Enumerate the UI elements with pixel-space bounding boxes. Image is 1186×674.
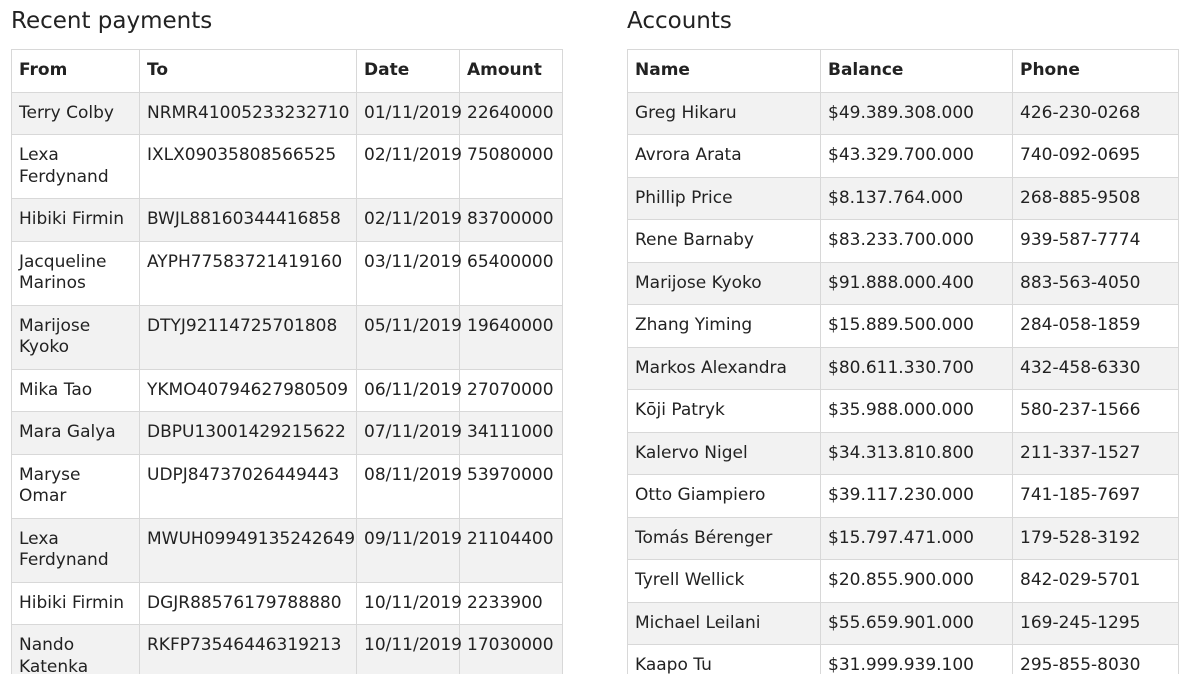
account-cell-name: Tomás Bérenger [628, 517, 821, 560]
table-row [628, 347, 1179, 390]
payment-cell-amount: 19640000 [460, 305, 563, 369]
account-cell-phone: 939-587-7774 [1013, 220, 1179, 263]
account-cell-name: Phillip Price [628, 177, 821, 220]
account-cell-name: Zhang Yiming [628, 305, 821, 348]
payment-cell-to: AYPH77583721419160 [140, 241, 357, 305]
table-row [628, 220, 1179, 263]
table-row [12, 625, 563, 674]
payment-cell-amount: 83700000 [460, 199, 563, 242]
accounts-title: Accounts [627, 8, 732, 34]
account-cell-phone: 268-885-9508 [1013, 177, 1179, 220]
payment-cell-from: Mika Tao [12, 369, 140, 412]
payment-cell-date: 06/11/2019 [357, 369, 460, 412]
payment-cell-date: 10/11/2019 [357, 582, 460, 625]
account-cell-name: Greg Hikaru [628, 92, 821, 135]
account-cell-phone: 295-855-8030 [1013, 645, 1179, 674]
accounts-body [628, 92, 1179, 674]
table-row [12, 199, 563, 242]
payment-cell-from: Marijose Kyoko [12, 305, 140, 369]
payment-cell-to: UDPJ84737026449443 [140, 454, 357, 518]
account-cell-name: Markos Alexandra [628, 347, 821, 390]
account-cell-balance: $80.611.330.700 [821, 347, 1013, 390]
recent-payments-title: Recent payments [11, 8, 213, 34]
table-row [12, 369, 563, 412]
payment-cell-from: Maryse Omar [12, 454, 140, 518]
payment-cell-amount: 65400000 [460, 241, 563, 305]
payment-cell-amount: 34111000 [460, 412, 563, 455]
payment-cell-amount: 17030000 [460, 625, 563, 674]
table-row [628, 390, 1179, 433]
payment-cell-from: Lexa Ferdynand [12, 518, 140, 582]
table-row [12, 305, 563, 369]
column-header-amount: Amount [460, 50, 563, 93]
account-cell-phone: 842-029-5701 [1013, 560, 1179, 603]
account-cell-balance: $83.233.700.000 [821, 220, 1013, 263]
account-cell-balance: $55.659.901.000 [821, 602, 1013, 645]
payment-cell-to: RKFP73546446319213 [140, 625, 357, 674]
payment-cell-to: BWJL88160344416858 [140, 199, 357, 242]
table-header-row [628, 50, 1179, 93]
table-row [12, 518, 563, 582]
column-header-balance: Balance [821, 50, 1013, 93]
payment-cell-date: 02/11/2019 [357, 135, 460, 199]
payment-cell-date: 07/11/2019 [357, 412, 460, 455]
payment-cell-date: 01/11/2019 [357, 92, 460, 135]
account-cell-name: Rene Barnaby [628, 220, 821, 263]
account-cell-name: Otto Giampiero [628, 475, 821, 518]
payment-cell-date: 09/11/2019 [357, 518, 460, 582]
column-header-date: Date [357, 50, 460, 93]
payment-cell-from: Jacqueline Marinos [12, 241, 140, 305]
accounts-table [627, 49, 1179, 674]
payment-cell-amount: 27070000 [460, 369, 563, 412]
column-header-to: To [140, 50, 357, 93]
table-row [628, 475, 1179, 518]
account-cell-balance: $43.329.700.000 [821, 135, 1013, 178]
column-header-from: From [12, 50, 140, 93]
account-cell-phone: 883-563-4050 [1013, 262, 1179, 305]
payment-cell-from: Nando Katenka [12, 625, 140, 674]
column-header-phone: Phone [1013, 50, 1179, 93]
table-row [628, 560, 1179, 603]
account-cell-phone: 580-237-1566 [1013, 390, 1179, 433]
payment-cell-to: NRMR41005233232710 [140, 92, 357, 135]
table-row [12, 92, 563, 135]
table-header-row [12, 50, 563, 93]
table-row [628, 92, 1179, 135]
table-row [12, 582, 563, 625]
payment-cell-date: 08/11/2019 [357, 454, 460, 518]
payment-cell-to: DGJR88576179788880 [140, 582, 357, 625]
payment-cell-date: 10/11/2019 [357, 625, 460, 674]
account-cell-name: Kalervo Nigel [628, 432, 821, 475]
account-cell-balance: $8.137.764.000 [821, 177, 1013, 220]
table-row [628, 517, 1179, 560]
payment-cell-to: IXLX09035808566525 [140, 135, 357, 199]
account-cell-name: Tyrell Wellick [628, 560, 821, 603]
payment-cell-amount: 53970000 [460, 454, 563, 518]
payment-cell-from: Mara Galya [12, 412, 140, 455]
account-cell-balance: $91.888.000.400 [821, 262, 1013, 305]
payment-cell-to: YKMO40794627980509 [140, 369, 357, 412]
table-row [12, 412, 563, 455]
account-cell-phone: 284-058-1859 [1013, 305, 1179, 348]
payment-cell-amount: 2233900 [460, 582, 563, 625]
table-row [628, 432, 1179, 475]
table-row [628, 135, 1179, 178]
account-cell-balance: $31.999.939.100 [821, 645, 1013, 674]
account-cell-name: Kōji Patryk [628, 390, 821, 433]
account-cell-name: Kaapo Tu [628, 645, 821, 674]
account-cell-name: Avrora Arata [628, 135, 821, 178]
table-row [628, 645, 1179, 674]
account-cell-balance: $35.988.000.000 [821, 390, 1013, 433]
account-cell-balance: $39.117.230.000 [821, 475, 1013, 518]
table-row [12, 135, 563, 199]
payment-cell-date: 02/11/2019 [357, 199, 460, 242]
table-row [628, 177, 1179, 220]
payment-cell-to: MWUH09949135242649 [140, 518, 357, 582]
account-cell-balance: $20.855.900.000 [821, 560, 1013, 603]
table-row [628, 305, 1179, 348]
payment-cell-from: Hibiki Firmin [12, 199, 140, 242]
payment-cell-from: Lexa Ferdynand [12, 135, 140, 199]
payment-cell-from: Terry Colby [12, 92, 140, 135]
column-header-name: Name [628, 50, 821, 93]
account-cell-balance: $34.313.810.800 [821, 432, 1013, 475]
accounts-panel [627, 0, 1178, 674]
account-cell-balance: $15.889.500.000 [821, 305, 1013, 348]
recent-payments-body [12, 92, 563, 674]
account-cell-phone: 432-458-6330 [1013, 347, 1179, 390]
account-cell-phone: 179-528-3192 [1013, 517, 1179, 560]
recent-payments-table [11, 49, 563, 674]
table-row [628, 262, 1179, 305]
payment-cell-from: Hibiki Firmin [12, 582, 140, 625]
account-cell-balance: $15.797.471.000 [821, 517, 1013, 560]
payment-cell-to: DBPU13001429215622 [140, 412, 357, 455]
payment-cell-amount: 22640000 [460, 92, 563, 135]
table-row [12, 454, 563, 518]
account-cell-phone: 169-245-1295 [1013, 602, 1179, 645]
account-cell-phone: 740-092-0695 [1013, 135, 1179, 178]
account-cell-phone: 211-337-1527 [1013, 432, 1179, 475]
payment-cell-amount: 21104400 [460, 518, 563, 582]
table-row [628, 602, 1179, 645]
account-cell-phone: 741-185-7697 [1013, 475, 1179, 518]
payment-cell-date: 05/11/2019 [357, 305, 460, 369]
account-cell-name: Marijose Kyoko [628, 262, 821, 305]
table-row [12, 241, 563, 305]
payment-cell-date: 03/11/2019 [357, 241, 460, 305]
account-cell-name: Michael Leilani [628, 602, 821, 645]
recent-payments-panel [11, 0, 562, 674]
account-cell-phone: 426-230-0268 [1013, 92, 1179, 135]
account-cell-balance: $49.389.308.000 [821, 92, 1013, 135]
payment-cell-to: DTYJ92114725701808 [140, 305, 357, 369]
payment-cell-amount: 75080000 [460, 135, 563, 199]
